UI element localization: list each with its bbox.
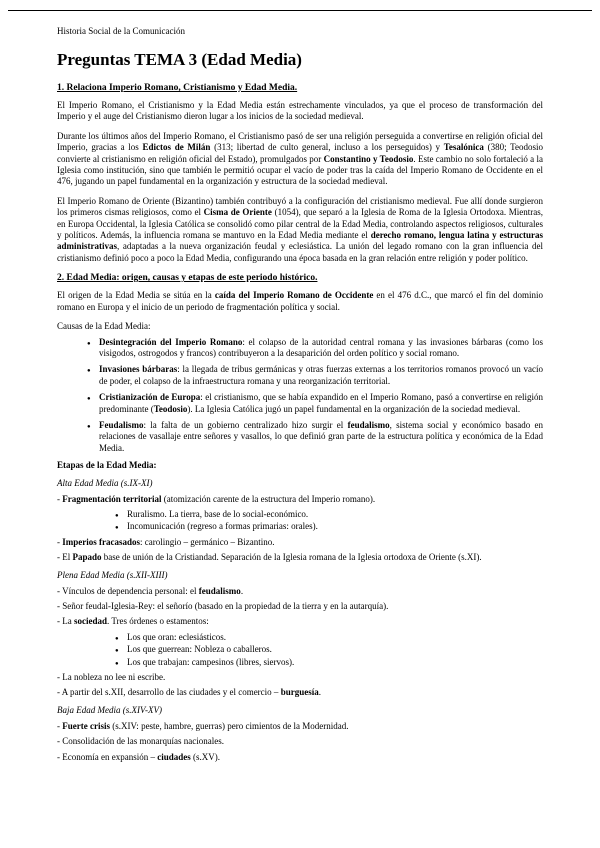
plena-line-burguesia: - A partir del s.XII, desarrollo de las ciudades y el comercio – burguesía. [57,687,321,698]
baja-line-crisis: - Fuerte crisis (s.XIV: peste, hambre, guerras) pero cimientos de la Modernidad. [57,720,349,731]
list-item-oran: ● Los que oran: eclesiásticos. [115,632,543,643]
stage-alta-title: Alta Edad Media (s.IX-XI) [57,477,153,488]
top-rule [8,10,592,11]
list-item-guerrean: ● Los que guerrean: Nobleza o caballeros. [115,644,543,655]
question-2-heading: 2. Edad Media: origen, causas y etapas de este periodo histórico. [57,273,318,284]
page-title: Preguntas TEMA 3 (Edad Media) [57,50,302,69]
plena-line-nobleza: - La nobleza no lee ni escribe. [57,672,166,683]
plena-line-vinculos: - Vínculos de dependencia personal: el feudalismo. [57,585,244,596]
paragraph-q2-intro: El origen de la Edad Media se sitúa en la caída del Imperio Romano de Occidente en el 476 d.C., que marcó el fin del dominio romano en Europa y el inicio de un periodo de fragmentación política y social. [57,290,543,312]
alta-line-fragmentacion: - Fragmentación territorial (atomización carente de la estructura del Imperio romano). [57,493,376,504]
stage-baja-title: Baja Edad Media (s.XIV-XV) [57,704,162,715]
list-item-desintegracion: ● Desintegración del Imperio Romano: el colapso de la autoridad central romana y las invasiones bárbaras (como los visigodos, ostrogodos y francos) contribuyeron a la desaparición del orden político y social romano. [87,337,543,360]
question-1-heading: 1. Relaciona Imperio Romano, Cristianismo y Edad Media. [57,83,298,93]
plena-line-senorio: - Señor feudal-Iglesia-Rey: el señorío (basado en la propiedad de la tierra y en la autarquía). [57,601,389,611]
course-header: Historia Social de la Comunicación [57,26,185,36]
paragraph-q1-edicts: Durante los últimos años del Imperio Romano, el Cristianismo pasó de ser una religión perseguida a convertirse en religión oficial del Imperio, gracias a los Edictos de Milán (313; libertad de culto general, incluso a los perseguidos) y Tesalónica (380; Teodosio convierte al cristianismo en religión oficial del Estado), promulgados por Constantino y Teodosio. Este cambio no solo fortaleció a la Iglesia como institución, sino que también le permitió ocupar el vacío de poder tras la caída del Imperio Romano de Occidente en el 476, jugando un papel fundamental en la organización y estructura de la sociedad medieval. [57,130,544,187]
causes-list [87,337,543,455]
baja-line-economia: - Economía en expansión – ciudades (s.XV). [57,751,220,762]
alta-line-imperios: - Imperios fracasados: carolingio – germánico – Bizantino. [57,536,275,547]
stage-plena-title: Plena Edad Media (s.XII-XIII) [57,569,168,580]
causes-label: Causas de la Edad Media: [57,321,151,332]
alta-sublist [115,509,543,533]
plena-sublist [115,632,543,668]
list-item-cristianizacion: ● Cristianización de Europa: el cristianismo, que se había expandido en el Imperio Romano, pasó a convertirse en religión predominante (Teodosio). La Iglesia Católica jugó un papel fundamental en la organización de la sociedad medieval. [87,392,543,415]
list-item-incomunicacion: ● Incomunicación (regreso a formas primarias: orales). [115,521,543,532]
list-item-invasiones: ● Invasiones bárbaras: la llegada de tribus germánicas y otras fuerzas externas a los territorios romanos provocó un vacío de poder, el colapso de la infraestructura romana y una reorganización territorial. [87,364,543,387]
plena-line-sociedad: - La sociedad. Tres órdenes o estamentos: [57,616,209,627]
list-item-feudalismo: ● Feudalismo: la falta de un gobierno centralizado hizo surgir el feudalismo, sistema social y económico basado en relaciones de vasallaje entre señores y vasallos, lo que definió gran parte de la estructura política y económica de la Edad Media. [87,420,543,454]
paragraph-q1-byzantium: El Imperio Romano de Oriente (Bizantino) también contribuyó a la configuración del cristianismo medieval. Fue allí donde surgieron los primeros cismas religiosos, como el Cisma de Oriente (1054), que separó a la Iglesia de Roma de la Iglesia Ortodoxa. Mientras, en Europa Occidental, la Iglesia Católica se consolidó como pilar central de la Edad Media, controlando aspectos religiosos, culturales y políticos. Además, la influencia romana se mantuvo en la Edad Media mediante el derecho romano, lengua latina y estructuras administrativas, adaptadas a la nueva organización feudal y eclesiástica. La unión del legado romano con la gran influencia del cristianismo definió poco a poco la Edad Media, configurando una época basada en la gran relación entre religión y poder político. [57,195,544,263]
baja-line-monarquias: - Consolidación de las monarquías nacionales. [57,736,224,747]
list-item-trabajan: ● Los que trabajan: campesinos (libres, siervos). [115,657,543,668]
list-item-ruralismo: ● Ruralismo. La tierra, base de lo social-económico. [115,509,543,520]
stages-label: Etapas de la Edad Media: [57,460,157,471]
paragraph-q1-intro: El Imperio Romano, el Cristianismo y la Edad Media están estrechamente vinculados, ya que el proceso de transformación del Imperio y el auge del Cristianismo dieron lugar a los inicios de la sociedad medieval. [57,100,543,122]
alta-line-papado: - El Papado base de unión de la Cristiandad. Separación de la Iglesia romana de la Iglesia ortodoxa de Oriente (s.XI). [57,552,482,563]
